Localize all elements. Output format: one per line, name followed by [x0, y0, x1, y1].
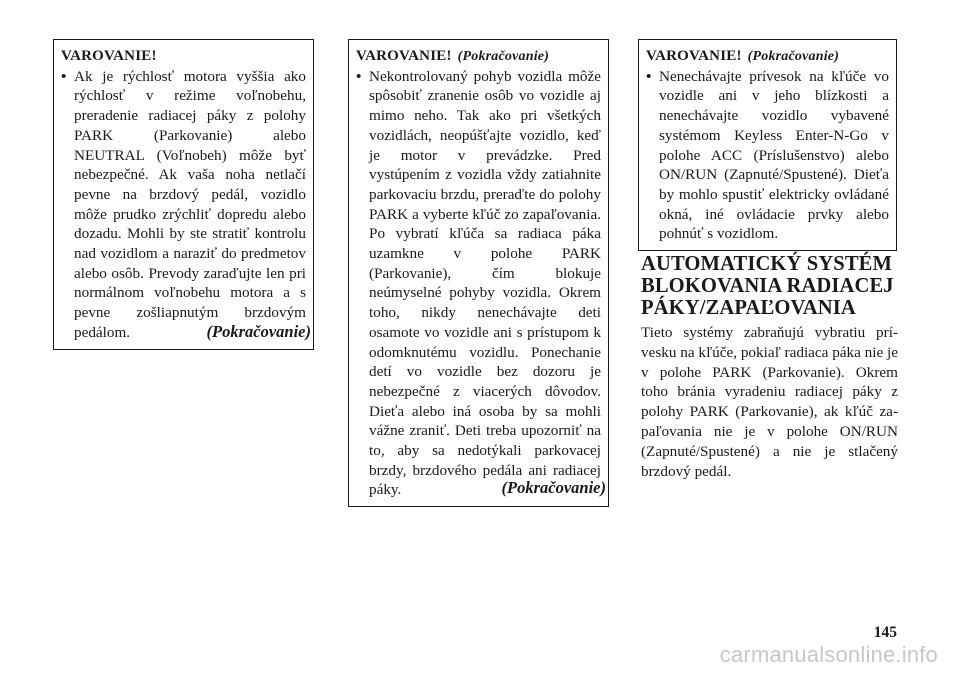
page-number: 145: [873, 624, 897, 641]
warning-continued-label: (Pokračovanie): [457, 49, 550, 64]
warning-text: Nekontrolovaný pohyb vozidla môže spôsobiť zranenie osôb vo vozidle aj mimo neho. Tak ako pri všetkých vozidlách, neopúšťajte vozidlo, keď je motor v prevádzke. Pred vystúpením z vozidla vždy zatiahnite parkovaciu brzdu, preraďte do polohy PARK a vyberte kľúč zo zapaľovania. Po vybratí kľúča sa radiaca páka uzamkne v polohe PARK (Parkovanie), čím blokuje neúmyselné pohyby vozidla. Okrem toho, nikdy nenechávajte deti osamote vo vozidle ani s prístupom k odomknutému vozidlu. Ponechanie detí vo vozidle bez dozoru je nebezpečné z viacerých dôvodov. Dieťa alebo iná osoba by sa mohli vážne zraniť. Deti treba upozorniť na to, aby sa nedotýkali parkovacej brzdy, brzdového pedála ani radiacej páky.: [369, 67, 601, 499]
warning-continued-label: (Pokračovanie): [747, 49, 840, 64]
warning-text: Nenechávajte prívesok na kľúče vo vozidle ani v jeho blízkosti a nenechávajte vozidlo vybavené systémom Keyless Enter-N-Go v polohe ACC (Príslušenstvo) alebo ON/RUN (Zapnuté/Spustené). Dieťa by mohlo spustiť elektricky ovládané okná, iné ovládacie prvky alebo pohnúť s vozidlom.: [659, 67, 889, 243]
warning-box-1: [53, 39, 314, 350]
warning-bullet: [646, 67, 889, 244]
watermark: carmanualsonline.info: [719, 642, 938, 667]
warning-bullet: [356, 67, 601, 500]
section-heading: AUTOMATICKÝ SYSTÉM BLOKOVANIA RADIACEJ PÁKY/ZAPAĽOVANIA: [641, 253, 894, 319]
warning-title: VAROVANIE!: [61, 48, 157, 64]
warning-box-2: [348, 39, 609, 507]
continued-label: (Pokračovanie): [206, 322, 311, 341]
warning-bullet: [61, 67, 306, 343]
warning-title: VAROVANIE! (Pokračovanie): [356, 48, 550, 64]
warning-text: Ak je rýchlosť motora vyššia ako rýchlosť v režime voľnobehu, preradenie radiacej páky z polohy PARK (Parkovanie) alebo NEUTRAL (Voľnobeh) môže byť nebezpečné. Ak vaša noha netlačí pevne na brzdový pedál, vozidlo môže prudko zrýchliť dopredu alebo dozadu. Mohli by ste stratiť kontrolu nad vozidlom a naraziť do predmetov alebo osôb. Prevody zaraďujte len pri normálnom voľnobehu motora a s pevne zošliapnutým brzdovým pedálom.: [74, 67, 306, 341]
bullet-glyph: •: [356, 67, 362, 85]
bullet-glyph: •: [61, 67, 67, 85]
bullet-glyph: •: [646, 67, 652, 85]
section-body: Tieto systémy zabraňujú vybratiu prívesku na kľúče, pokiaľ radiaca páka nie je v polohe PARK (Parkovanie). Okrem toho bránia vyradeniu radiacej páky z polohy PARK (Parkovanie), ak kľúč zapaľovania nie je v polohe ON/RUN (Zapnuté/Spustené) a nie je stlačený brzdový pedál.: [641, 324, 898, 480]
warning-title: VAROVANIE! (Pokračovanie): [646, 48, 840, 64]
continued-label: (Pokračovanie): [501, 478, 606, 497]
warning-box-3: [638, 39, 897, 251]
